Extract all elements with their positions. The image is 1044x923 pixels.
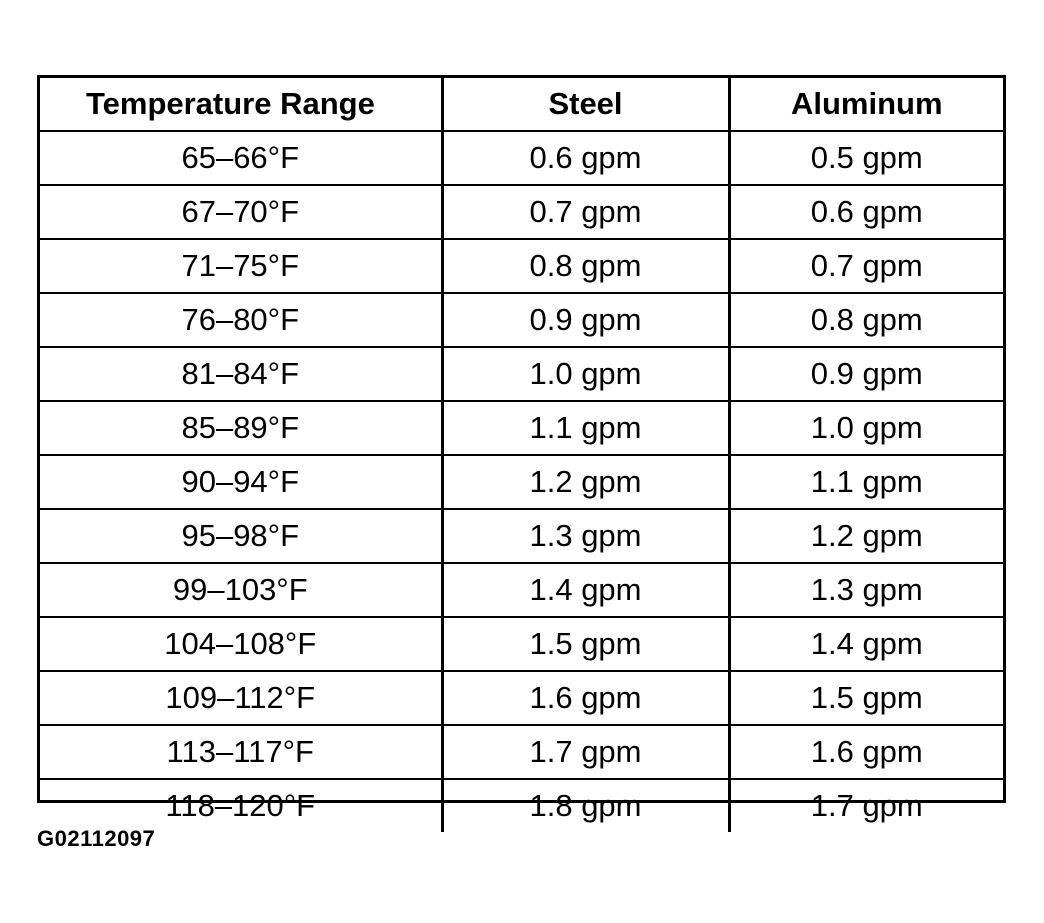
steel-cell: 0.7 gpm <box>442 185 729 239</box>
aluminum-cell: 1.0 gpm <box>729 401 1003 455</box>
temperature-cell: 90–94°F <box>40 455 442 509</box>
table-row <box>40 347 1003 401</box>
aluminum-cell: 0.6 gpm <box>729 185 1003 239</box>
aluminum-cell: 0.9 gpm <box>729 347 1003 401</box>
temperature-cell: 85–89°F <box>40 401 442 455</box>
temperature-cell: 71–75°F <box>40 239 442 293</box>
temperature-cell: 65–66°F <box>40 131 442 185</box>
steel-cell: 1.1 gpm <box>442 401 729 455</box>
figure-id-caption: G02112097 <box>37 826 156 851</box>
aluminum-cell: 1.4 gpm <box>729 617 1003 671</box>
aluminum-cell: 1.3 gpm <box>729 563 1003 617</box>
aluminum-cell: 0.8 gpm <box>729 293 1003 347</box>
aluminum-cell: 0.5 gpm <box>729 131 1003 185</box>
table-row <box>40 509 1003 563</box>
aluminum-cell: 1.1 gpm <box>729 455 1003 509</box>
temperature-cell: 81–84°F <box>40 347 442 401</box>
steel-cell: 1.8 gpm <box>442 779 729 832</box>
header-row <box>40 78 1003 131</box>
header-temperature-range: Temperature Range <box>40 78 442 131</box>
temperature-cell: 67–70°F <box>40 185 442 239</box>
temperature-cell: 104–108°F <box>40 617 442 671</box>
table-row <box>40 563 1003 617</box>
steel-cell: 0.9 gpm <box>442 293 729 347</box>
table-row <box>40 617 1003 671</box>
steel-cell: 1.4 gpm <box>442 563 729 617</box>
steel-cell: 0.8 gpm <box>442 239 729 293</box>
aluminum-cell: 1.7 gpm <box>729 779 1003 832</box>
aluminum-cell: 1.6 gpm <box>729 725 1003 779</box>
steel-cell: 0.6 gpm <box>442 131 729 185</box>
header-aluminum: Aluminum <box>729 78 1003 131</box>
steel-cell: 1.3 gpm <box>442 509 729 563</box>
temperature-cell: 109–112°F <box>40 671 442 725</box>
steel-cell: 1.5 gpm <box>442 617 729 671</box>
table-row <box>40 131 1003 185</box>
temperature-cell: 95–98°F <box>40 509 442 563</box>
aluminum-cell: 1.5 gpm <box>729 671 1003 725</box>
table-row <box>40 239 1003 293</box>
table-row <box>40 293 1003 347</box>
temperature-cell: 113–117°F <box>40 725 442 779</box>
header-steel: Steel <box>442 78 729 131</box>
temperature-cell: 76–80°F <box>40 293 442 347</box>
table-row <box>40 779 1003 832</box>
steel-cell: 1.0 gpm <box>442 347 729 401</box>
table-row <box>40 725 1003 779</box>
aluminum-cell: 0.7 gpm <box>729 239 1003 293</box>
aluminum-cell: 1.2 gpm <box>729 509 1003 563</box>
steel-cell: 1.6 gpm <box>442 671 729 725</box>
flow-rate-table <box>37 75 1006 823</box>
steel-cell: 1.2 gpm <box>442 455 729 509</box>
table-row <box>40 401 1003 455</box>
temperature-cell: 118–120°F <box>165 788 316 823</box>
steel-cell: 1.7 gpm <box>442 725 729 779</box>
flow-rate-table-grid <box>40 78 1003 832</box>
table-row <box>40 455 1003 509</box>
table-row <box>40 671 1003 725</box>
table-row <box>40 185 1003 239</box>
temperature-cell: 99–103°F <box>40 563 442 617</box>
